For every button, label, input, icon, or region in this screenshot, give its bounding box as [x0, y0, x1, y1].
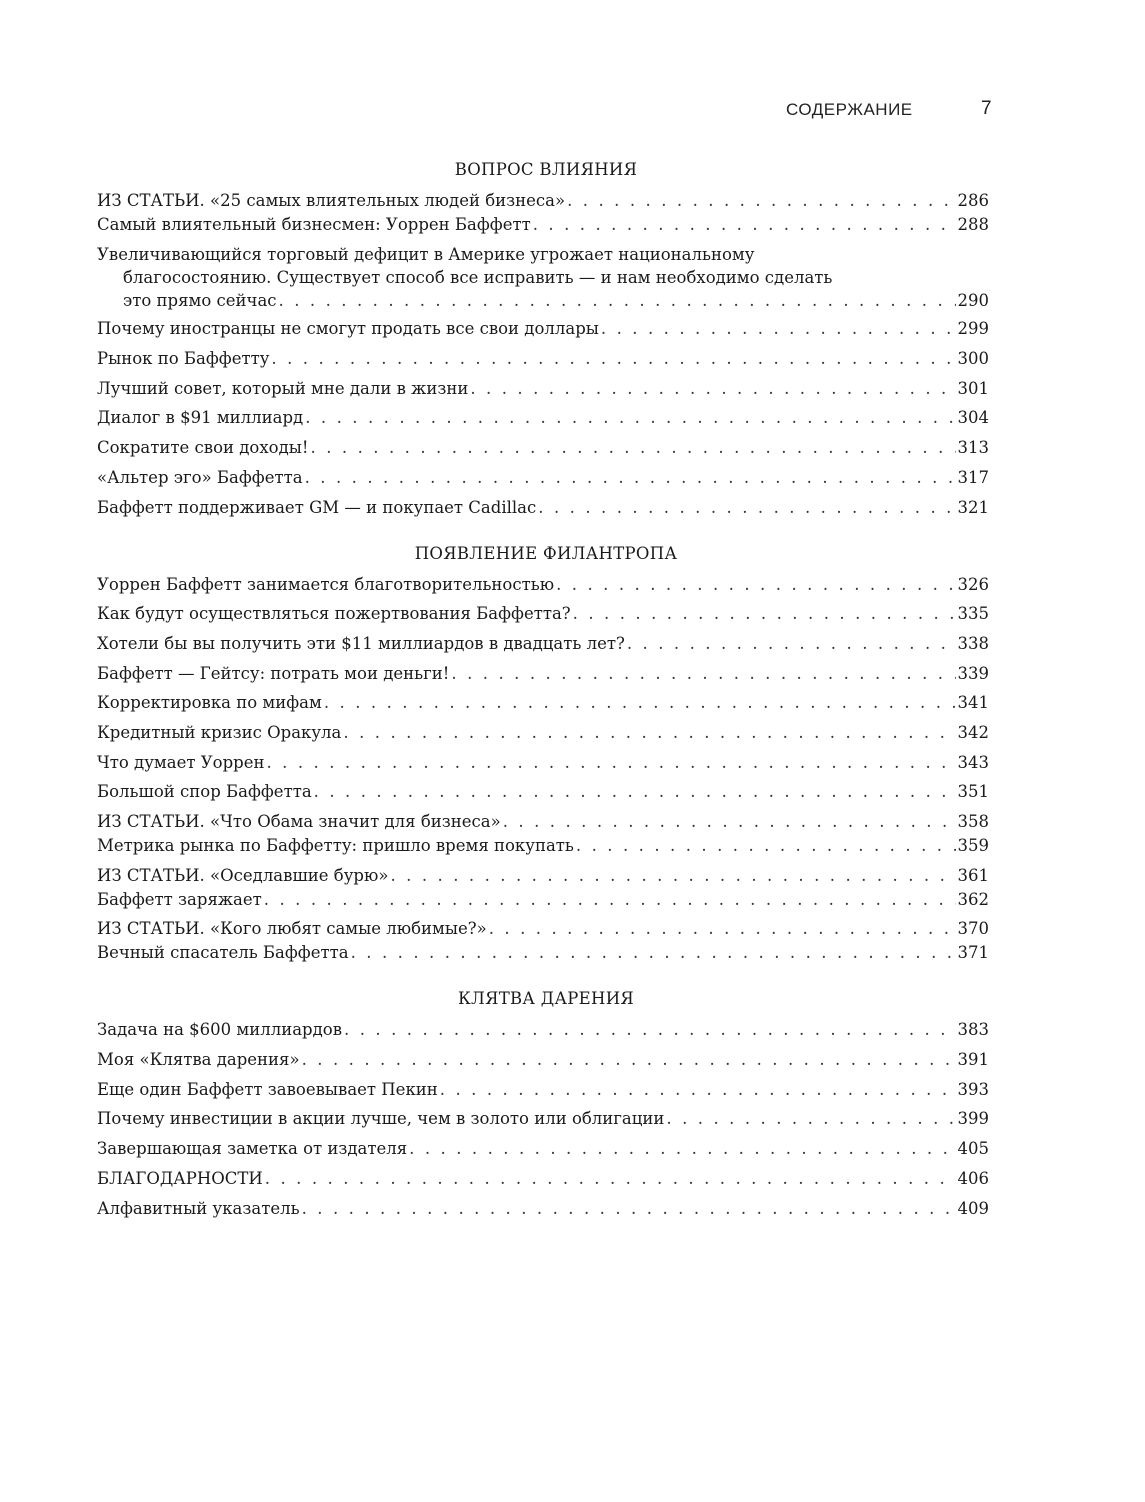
dot-leader [538, 496, 955, 520]
dot-leader [470, 377, 955, 401]
entry-title: «Альтер эго» Баффетта [97, 467, 303, 487]
toc-entry[interactable] [97, 496, 989, 520]
entry-page: 321 [957, 497, 989, 517]
dot-leader [409, 1137, 955, 1161]
entry-page: 338 [957, 633, 989, 653]
entry-page: 343 [957, 752, 989, 772]
dot-leader [440, 1078, 956, 1102]
entry-title: Еще один Баффетт завоевывает Пекин [97, 1079, 438, 1099]
running-title: СОДЕРЖАНИЕ [786, 100, 913, 119]
entry-title: Уоррен Баффетт занимается благотворительностью [97, 574, 555, 594]
toc-entry[interactable] [97, 406, 989, 430]
toc-entry[interactable] [97, 662, 989, 686]
entry-title: Как будут осуществляться пожертвования Баффетта? [97, 604, 571, 624]
entry-title: ИЗ СТАТЬИ. «Что Обама значит для бизнеса» [97, 812, 501, 831]
entry-page: 341 [957, 693, 989, 713]
entry-title: Большой спор Баффетта [97, 782, 312, 802]
toc-entry[interactable] [97, 1107, 989, 1131]
toc-entry[interactable] [97, 602, 989, 626]
toc-entry[interactable] [97, 1018, 989, 1042]
entry-page: 393 [957, 1079, 989, 1099]
toc-entry[interactable] [97, 213, 989, 237]
entry-title: Моя «Клятва дарения» [97, 1050, 300, 1070]
dot-leader [351, 941, 956, 965]
toc-entry[interactable] [97, 1197, 989, 1221]
toc-entry[interactable] [97, 377, 989, 401]
toc-entry[interactable] [97, 917, 989, 941]
entry-title: Почему инвестиции в акции лучше, чем в золото или облигации [97, 1109, 665, 1129]
toc-entry[interactable] [97, 941, 989, 965]
entry-page: 362 [957, 889, 989, 909]
toc-entry[interactable] [97, 466, 989, 490]
dot-leader [265, 1167, 956, 1191]
entry-title: Алфавитный указатель [97, 1198, 300, 1218]
page-number: 7 [981, 98, 992, 119]
dot-leader [271, 347, 955, 371]
toc-entry[interactable] [97, 864, 989, 888]
entry-title-line: это прямо сейчас [123, 290, 277, 310]
section-heading: ВОПРОС ВЛИЯНИЯ [454, 160, 638, 179]
entry-page: 371 [957, 943, 989, 963]
entry-title: Хотели бы вы получить эти $11 миллиардов в двадцать лет? [97, 633, 625, 653]
dot-leader [302, 1048, 956, 1072]
dot-leader [666, 1107, 955, 1131]
entry-page: 335 [957, 604, 989, 624]
toc-entry[interactable] [97, 834, 989, 858]
table-of-contents [97, 160, 989, 1245]
entry-title: ИЗ СТАТЬИ. «Оседлавшие бурю» [97, 865, 389, 885]
entry-title: Что думает Уоррен [97, 752, 265, 772]
toc-entry[interactable] [97, 189, 989, 213]
entry-title: БЛАГОДАРНОСТИ [97, 1168, 263, 1188]
entry-page: 405 [957, 1139, 989, 1159]
entry-page: 383 [957, 1020, 989, 1040]
toc-section [97, 160, 989, 520]
entry-page: 370 [957, 919, 989, 939]
toc-entry[interactable] [97, 347, 989, 371]
dot-leader [573, 602, 956, 626]
entry-page: 358 [957, 812, 989, 831]
entry-page: 288 [957, 215, 989, 234]
dot-leader [324, 691, 956, 715]
entry-title: Метрика рынка по Баффетту: пришло время покупать [97, 836, 574, 855]
entry-page: 301 [957, 378, 989, 398]
dot-leader [533, 213, 956, 237]
toc-entry[interactable] [97, 721, 989, 745]
entry-title: Корректировка по мифам [97, 693, 322, 713]
toc-entry[interactable] [97, 1078, 989, 1102]
dot-leader [311, 436, 956, 460]
toc-entry[interactable] [97, 691, 989, 715]
toc-entry[interactable] [97, 573, 989, 597]
dot-leader [279, 289, 956, 312]
dot-leader [305, 466, 956, 490]
running-head [0, 96, 1145, 126]
entry-page: 361 [957, 865, 989, 885]
entry-page: 391 [957, 1050, 989, 1070]
entry-title: ИЗ СТАТЬИ. «Кого любят самые любимые?» [97, 919, 487, 939]
dot-leader [576, 834, 956, 858]
entry-title: Баффетт — Гейтсу: потрать мои деньги! [97, 663, 450, 683]
entry-title: Почему иностранцы не смогут продать все свои доллары [97, 319, 599, 339]
entry-page: 300 [957, 349, 989, 369]
entry-title: Задача на $600 миллиардов [97, 1020, 342, 1040]
entry-title: Самый влиятельный бизнесмен: Уоррен Баффетт [97, 215, 531, 234]
entry-page: 304 [957, 408, 989, 428]
entry-title: Лучший совет, который мне дали в жизни [97, 378, 469, 398]
entry-page: 313 [957, 438, 989, 458]
entry-page: 359 [957, 836, 989, 855]
dot-leader [314, 780, 956, 804]
toc-entry[interactable] [97, 810, 989, 834]
entry-title-line: Увеличивающийся торговый дефицит в Америке угрожает национальному [97, 244, 755, 264]
entry-page: 317 [957, 467, 989, 487]
entry-title-line: благосостоянию. Существует способ все исправить — и нам необходимо сделать [123, 267, 833, 287]
toc-section [97, 989, 989, 1220]
toc-entry[interactable] [97, 751, 989, 775]
dot-leader [451, 662, 955, 686]
toc-entry[interactable] [97, 1137, 989, 1161]
dot-leader [567, 189, 955, 213]
dot-leader [627, 632, 956, 656]
toc-entry[interactable] [97, 1048, 989, 1072]
entry-title: Кредитный кризис Оракула [97, 722, 342, 742]
entry-page: 290 [957, 290, 989, 310]
entry-page: 406 [957, 1168, 989, 1188]
dot-leader [302, 1197, 956, 1221]
dot-leader [305, 406, 955, 430]
section-heading: ПОЯВЛЕНИЕ ФИЛАНТРОПА [414, 543, 678, 563]
toc-entry[interactable] [97, 888, 989, 912]
entry-title: Сократите свои доходы! [97, 438, 309, 458]
dot-leader [264, 888, 956, 912]
dot-leader [343, 721, 955, 745]
toc-entry[interactable] [97, 632, 989, 656]
entry-page: 326 [957, 574, 989, 594]
entry-page: 299 [957, 319, 989, 339]
dot-leader [344, 1018, 956, 1042]
entry-page: 409 [957, 1198, 989, 1218]
toc-entry[interactable] [97, 1167, 989, 1191]
toc-entry[interactable] [97, 317, 989, 341]
entry-page: 351 [957, 782, 989, 802]
dot-leader [489, 917, 956, 941]
entry-title: Рынок по Баффетту [97, 349, 270, 369]
entry-page: 399 [957, 1109, 989, 1129]
entry-page: 342 [957, 722, 989, 742]
toc-entry[interactable] [97, 780, 989, 804]
entry-page: 339 [957, 663, 989, 683]
dot-leader [266, 751, 955, 775]
dot-leader [503, 810, 956, 834]
entry-title: Вечный спасатель Баффетта [97, 943, 349, 963]
toc-section [97, 544, 989, 966]
entry-title: Диалог в $91 миллиард [97, 408, 304, 428]
toc-entry[interactable] [97, 436, 989, 460]
dot-leader [601, 317, 956, 341]
entry-page: 286 [957, 191, 989, 210]
toc-entry-multiline[interactable] [97, 243, 989, 312]
entry-title: Баффетт поддерживает GM — и покупает Cadillac [97, 497, 537, 517]
entry-title: Баффетт заряжает [97, 889, 262, 909]
dot-leader [556, 573, 955, 597]
section-heading: КЛЯТВА ДАРЕНИЯ [457, 989, 635, 1009]
entry-title: ИЗ СТАТЬИ. «25 самых влиятельных людей бизнеса» [97, 191, 566, 210]
dot-leader [390, 864, 955, 888]
entry-title: Завершающая заметка от издателя [97, 1139, 408, 1159]
